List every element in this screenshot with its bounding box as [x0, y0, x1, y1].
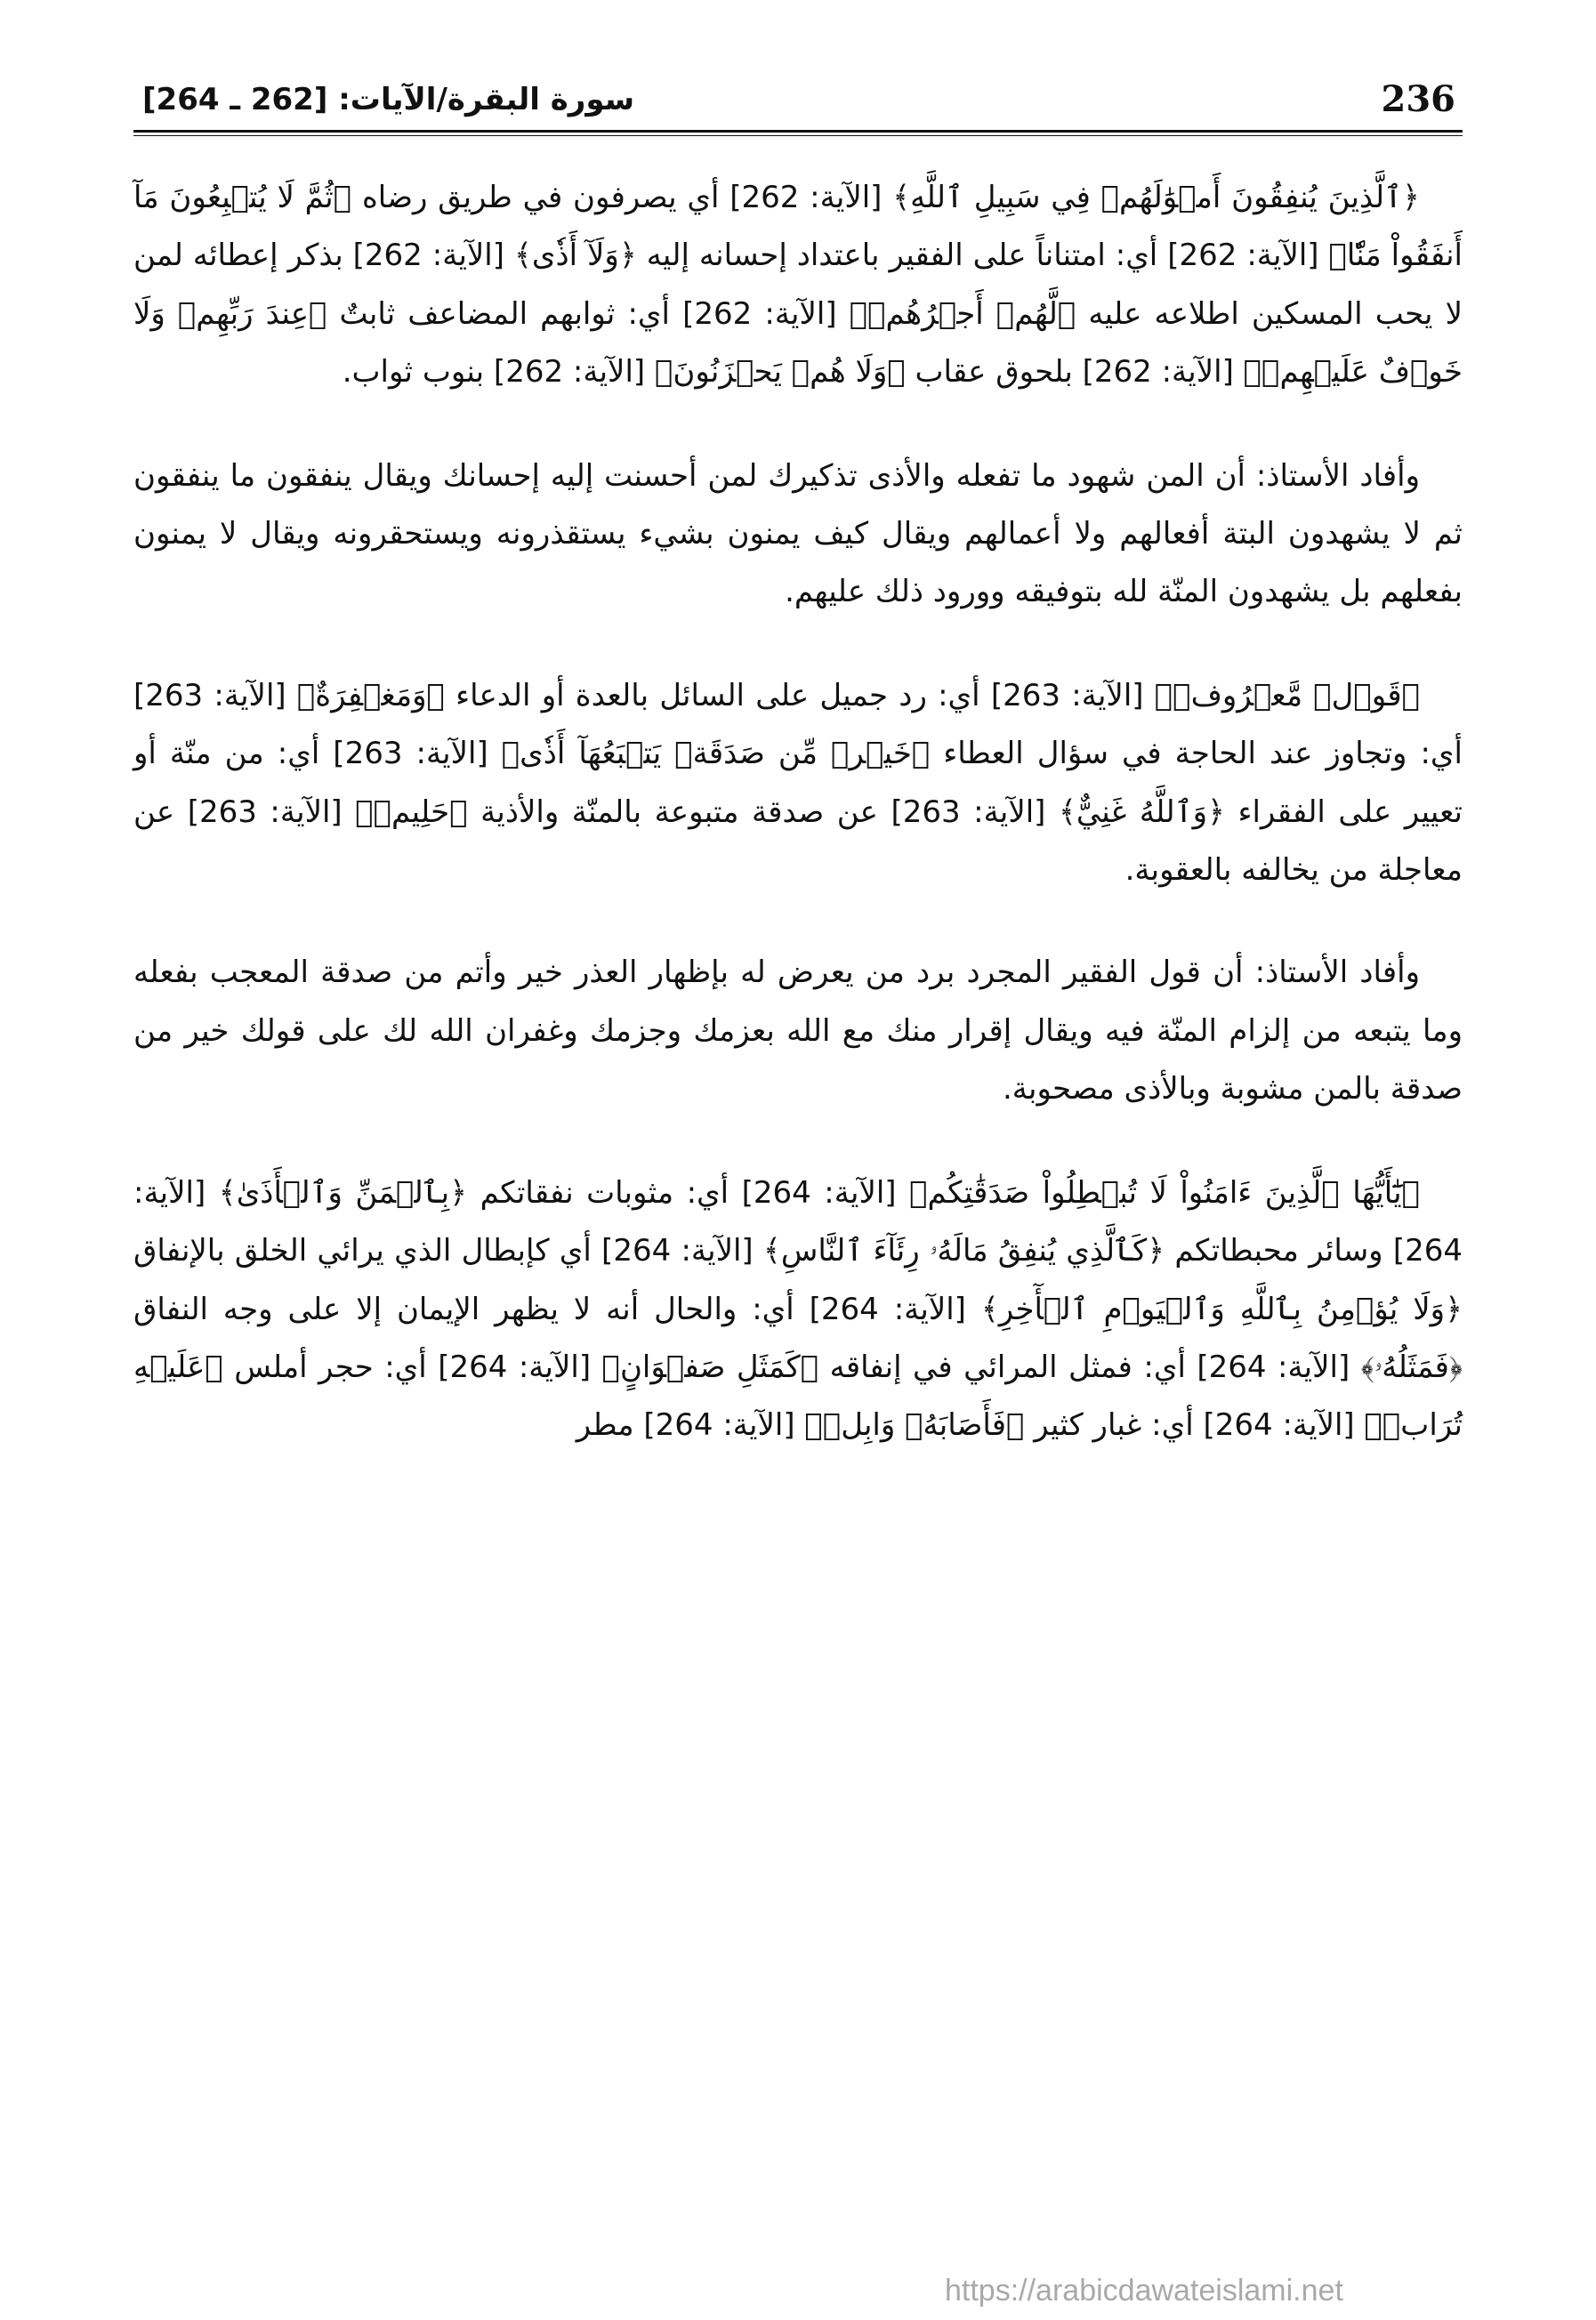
book-page [133, 71, 1463, 2295]
header-rule-thin [133, 135, 1463, 136]
running-head: سورة البقرة/الآيات: [262 ـ 264] [142, 82, 635, 117]
paragraph-commentary-263: وأفاد الأستاذ: أن قول الفقير المجرد برد من يعرض له بإظهار العذر خير وأتم من صدقة المعجب بفعله وما يتبعه من إلزام المنّة فيه ويقال إقرار منك مع الله بعزمك وجزمك وغفران الله لك على قولك خير من صدقة بالمن مشوبة وبالأذى مصحوبة. [133, 955, 1463, 1108]
page-body [133, 169, 1463, 1501]
header-rule [133, 130, 1463, 133]
paragraph-ayah-263: ﴿قَوۡلٞ مَّعۡرُوفٞ﴾ [الآية: 263] أي: رد جميل على السائل بالعدة أو الدعاء ﴿وَمَغۡفِرَةٌ﴾ [الآية: 263] أي: وتجاوز عند الحاجة في سؤال العطاء ﴿خَيۡرٞ مِّن صَدَقَةٖ يَتۡبَعُهَآ أَذٗى﴾ [الآية: 263] أي: من منّة أو تعيير على الفقراء ﴿وَٱللَّهُ غَنِيٌّ﴾ [الآية: 263] عن صدقة متبوعة بالمنّة والأذية ﴿حَلِيمٞ﴾ [الآية: 263] عن معاجلة من يخالفه بالعقوبة. [133, 677, 1463, 889]
page-number: 236 [1381, 78, 1455, 120]
watermark-url: https://arabicdawateislami.net [945, 2274, 1343, 2308]
paragraph-ayah-262: ﴿ٱلَّذِينَ يُنفِقُونَ أَمۡوَٰلَهُمۡ فِي سَبِيلِ ٱللَّهِ﴾ [الآية: 262] أي يصرفون في طريق رضاه ﴿ثُمَّ لَا يُتۡبِعُونَ مَآ أَنفَقُواْ مَنّٗا﴾ [الآية: 262] أي: امتناناً على الفقير باعتداد إحسانه إليه ﴿وَلَآ أَذٗى﴾ [الآية: 262] بذكر إعطائه لمن لا يحب المسكين اطلاعه عليه ﴿لَّهُمۡ أَجۡرُهُمۡ﴾ [الآية: 262] أي: ثوابهم المضاعف ثابتٌ ﴿عِندَ رَبِّهِمۡ وَلَا خَوۡفٌ عَلَيۡهِمۡ﴾ [الآية: 262] بلحوق عقاب ﴿وَلَا هُمۡ يَحۡزَنُونَ﴾ [الآية: 262] بنوب ثواب. [133, 180, 1463, 391]
page-header [133, 71, 1463, 142]
paragraph-commentary-262: وأفاد الأستاذ: أن المن شهود ما تفعله والأذى تذكيرك لمن أحسنت إليه إحسانك ويقال ينفقون ما ينفقون ثم لا يشهدون البتة أفعالهم ولا أعمالهم ويقال كيف يمنون بشيء يستقذرونه ويستحقرونه ويقال لا يمنون بفعلهم بل يشهدون المنّة لله بتوفيقه وورود ذلك عليهم. [133, 457, 1463, 610]
paragraph-ayah-264: ﴿يَٰٓأَيُّهَا ٱلَّذِينَ ءَامَنُواْ لَا تُبۡطِلُواْ صَدَقَٰتِكُم﴾ [الآية: 264] أي: مثوبات نفقاتكم ﴿بِٱلۡمَنِّ وَٱلۡأَذَىٰ﴾ [الآية: 264] وسائر محبطاتكم ﴿كَٱلَّذِي يُنفِقُ مَالَهُۥ رِئَآءَ ٱلنَّاسِ﴾ [الآية: 264] أي كإبطال الذي يرائي الخلق بالإنفاق ﴿وَلَا يُؤۡمِنُ بِٱللَّهِ وَٱلۡيَوۡمِ ٱلۡأٓخِرِ﴾ [الآية: 264] أي: والحال أنه لا يظهر الإيمان إلا على وجه النفاق ﴿فَمَثَلُهُۥ﴾ [الآية: 264] أي: فمثل المرائي في إنفاقه ﴿كَمَثَلِ صَفۡوَانٍ﴾ [الآية: 264] أي: حجر أملس ﴿عَلَيۡهِ تُرَابٞ﴾ [الآية: 264] أي: غبار كثير ﴿فَأَصَابَهُۥ وَابِلٞ﴾ [الآية: 264] مطر [133, 1174, 1463, 1444]
